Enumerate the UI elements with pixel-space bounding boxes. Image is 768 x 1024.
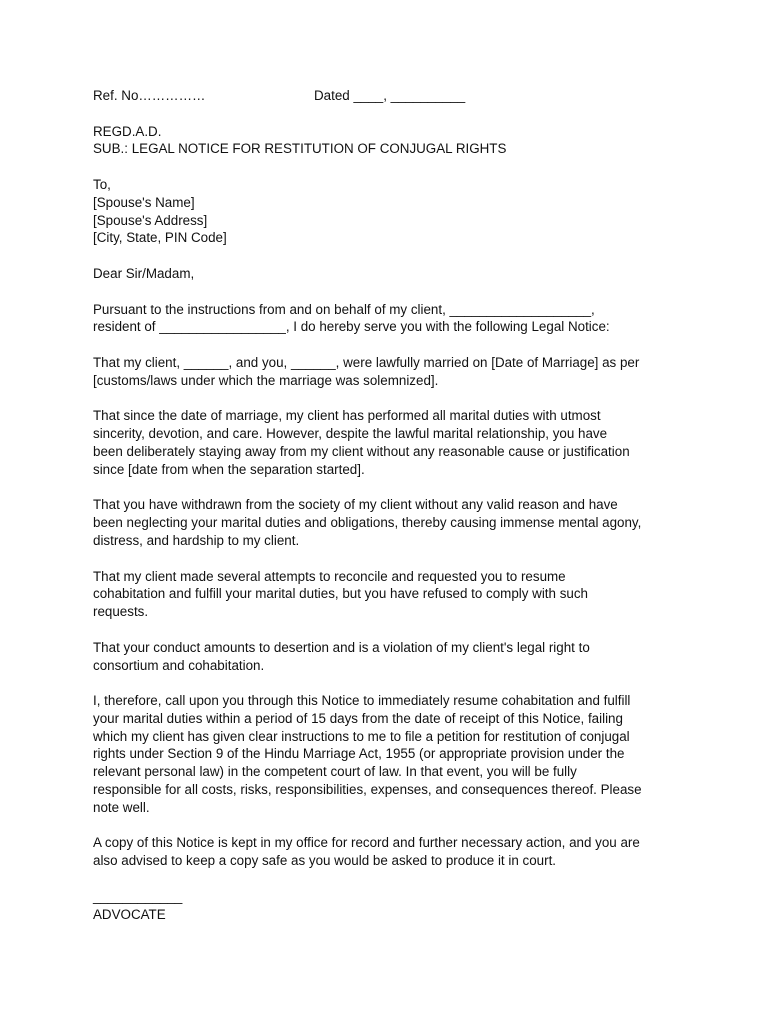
paragraph-line: been deliberately staying away from my client without any reasonable cause or justification [93,443,630,459]
paragraph-2 [93,354,688,390]
paragraph-7 [93,692,688,817]
paragraph-6 [93,639,688,675]
salutation: Dear Sir/Madam, [93,265,195,281]
ref-number: Ref. No…………… [93,88,206,103]
signature-line: ____________ [93,888,183,904]
paragraph-line: [customs/laws under which the marriage was solemnized]. [93,372,439,388]
dated-field: Dated ____, __________ [314,88,466,103]
legal-notice-document [93,87,688,923]
paragraph-line: That you have withdrawn from the society of my client without any valid reason and have [93,497,618,513]
paragraph-line: been neglecting your marital duties and obligations, thereby causing immense mental agony, [93,515,642,531]
paragraph-line: I, therefore, call upon you through this Notice to immediately resume cohabitation and fulfill [93,693,631,709]
paragraph-line: rights under Section 9 of the Hindu Marriage Act, 1955 (or appropriate provision under the [93,746,625,762]
paragraph-line: That since the date of marriage, my client has performed all marital duties with utmost [93,408,601,424]
subject-line: SUB.: LEGAL NOTICE FOR RESTITUTION OF CONJUGAL RIGHTS [93,141,507,157]
spouse-address: [Spouse's Address] [93,212,208,228]
paragraph-line: note well. [93,799,150,815]
paragraph-8 [93,834,688,870]
paragraph-line: cohabitation and fulfill your marital duties, but you have refused to comply with such [93,586,588,602]
address-to: To, [93,176,111,192]
paragraph-line: That your conduct amounts to desertion and is a violation of my client's legal right to [93,639,590,655]
paragraph-line: relevant personal law) in the competent court of law. In that event, you will be fully [93,764,577,780]
paragraph-line: consortium and cohabitation. [93,657,265,673]
paragraph-5 [93,568,688,621]
paragraph-line: since [date from when the separation started]. [93,461,365,477]
spouse-name: [Spouse's Name] [93,194,195,210]
reference-row [93,87,688,105]
paragraph-line: Pursuant to the instructions from and on behalf of my client, ___________________, [93,301,595,317]
regd-ad: REGD.A.D. [93,123,162,139]
paragraph-line: requests. [93,604,149,620]
paragraph-line: A copy of this Notice is kept in my office for record and further necessary action, and you are [93,835,640,851]
paragraph-line: which my client has given clear instructions to me to file a petition for restitution of conjugal [93,728,630,744]
paragraph-4 [93,496,688,549]
paragraph-line: resident of _________________, I do hereby serve you with the following Legal Notice: [93,319,610,335]
paragraph-line: sincerity, devotion, and care. However, despite the lawful marital relationship, you have [93,426,608,442]
paragraph-line: also advised to keep a copy safe as you would be asked to produce it in court. [93,853,557,869]
paragraph-line: responsible for all costs, risks, responsibilities, expenses, and consequences thereof. Please [93,782,642,798]
paragraph-1 [93,301,688,337]
city-state-pin: [City, State, PIN Code] [93,230,227,246]
paragraph-3 [93,407,688,478]
paragraph-line: your marital duties within a period of 15 days from the date of receipt of this Notice, failing [93,710,623,726]
paragraph-line: distress, and hardship to my client. [93,532,300,548]
paragraph-line: That my client made several attempts to reconcile and requested you to resume [93,568,566,584]
paragraph-line: That my client, ______, and you, ______, were lawfully married on [Date of Marriage] as per [93,354,640,370]
advocate-title: ADVOCATE [93,906,166,922]
